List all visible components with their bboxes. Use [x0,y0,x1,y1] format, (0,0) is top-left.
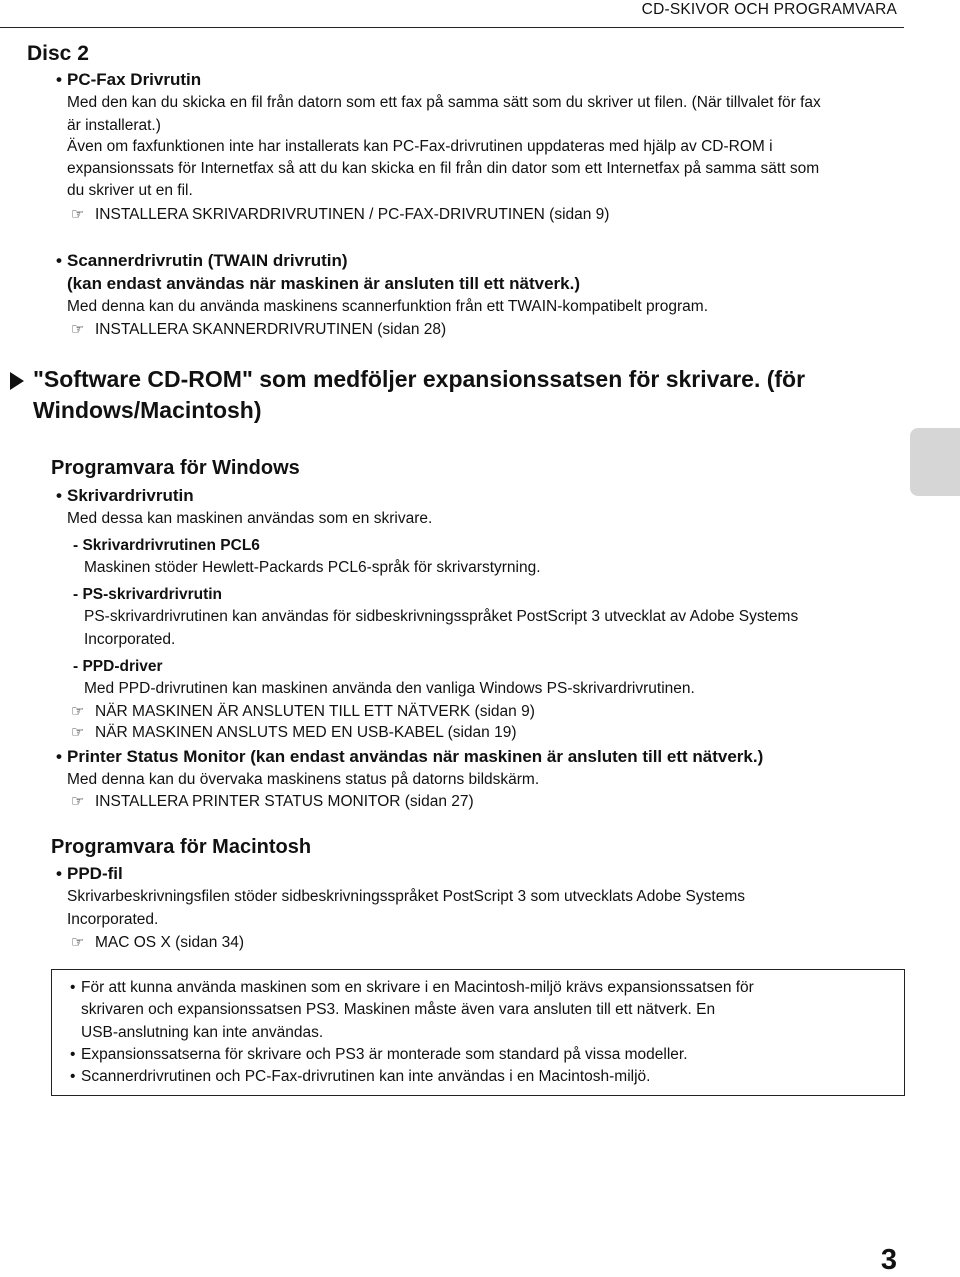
macos-ref-text: MAC OS X (sidan 34) [95,934,245,951]
note-item-1-line2: skrivaren och expansionssatsen PS3. Maskinen måste även vara ansluten till ett nätverk. En [81,1001,716,1018]
pointing-hand-icon: ☞ [71,206,85,223]
pcfax-ref[interactable] [71,205,609,224]
scanner-title: • Scannerdrivrutin (TWAIN drivrutin) [67,251,348,271]
ps-driver-desc-line1: PS-skrivardrivrutinen kan användas för sidbeskrivningsspråket PostScript 3 utvecklat av Adobe Systems [84,608,799,625]
pointing-hand-icon: ☞ [71,934,85,951]
ps-driver-desc-line2: Incorporated. [84,631,176,648]
scanner-ref[interactable] [71,320,446,339]
status-monitor-title: • Printer Status Monitor (kan endast användas när maskinen är ansluten till ett nätverk.) [67,747,763,767]
status-monitor-ref[interactable] [71,792,474,811]
macintosh-heading: Programvara för Macintosh [51,836,312,858]
scanner-ref-text: INSTALLERA SKANNERDRIVRUTINEN (sidan 28) [95,321,447,338]
windows-heading: Programvara för Windows [51,457,300,479]
network-ref-text: NÄR MASKINEN ÄR ANSLUTEN TILL ETT NÄTVERK (sidan 9) [95,703,535,720]
printer-driver-desc: Med dessa kan maskinen användas som en skrivare. [67,510,433,527]
pcl6-title: - Skrivardrivrutinen PCL6 [73,537,260,554]
macos-ref[interactable] [71,933,244,952]
ps-driver-title: - PS-skrivardrivrutin [73,586,223,603]
scanner-desc: Med denna kan du använda maskinens scannerfunktion från ett TWAIN-kompatibelt program. [67,298,709,315]
printer-driver-title: • Skrivardrivrutin [67,486,194,506]
header-rule [0,27,904,28]
pcfax-desc-line4: expansionssats för Internetfax så att du kan skicka en fil från din dator som ett Internetfax på samma sätt som [67,160,820,177]
ppd-file-desc-line1: Skrivarbeskrivningsfilen stöder sidbeskrivningsspråket PostScript 3 som utvecklats Adobe Systems [67,888,745,905]
pointing-hand-icon: ☞ [71,321,85,338]
pcfax-desc-line2: är installerat.) [67,117,161,134]
note-item-2: • Expansionssatserna för skrivare och PS3 är monterade som standard på vissa modeller. [81,1046,688,1064]
pointing-hand-icon: ☞ [71,703,85,720]
running-header: CD-SKIVOR OCH PROGRAMVARA [641,1,897,18]
status-monitor-desc: Med denna kan du övervaka maskinens status på datorns bildskärm. [67,771,540,788]
usb-ref-text: NÄR MASKINEN ANSLUTS MED EN USB-KABEL (sidan 19) [95,724,517,741]
triangle-arrow-icon [10,372,24,390]
disc2-heading: Disc 2 [27,42,89,65]
status-monitor-ref-text: INSTALLERA PRINTER STATUS MONITOR (sidan 27) [95,793,474,810]
chapter-tab [910,428,960,496]
pointing-hand-icon: ☞ [71,724,85,741]
software-cd-heading: "Software CD-ROM" som medföljer expansionssatsen för skrivare. (för Windows/Macintosh) [33,366,806,423]
pcfax-desc-line3: Även om faxfunktionen inte har installerats kan PC-Fax-drivrutinen uppdateras med hjälp av CD-ROM i [67,138,773,155]
pcfax-desc-line1: Med den kan du skicka en fil från datorn som ett fax på samma sätt som du skriver ut filen. (När tillvalet för fax [67,94,821,111]
page-number: 3 [880,1244,897,1276]
pcl6-desc: Maskinen stöder Hewlett-Packards PCL6-språk för skrivarstyrning. [84,559,541,576]
pcfax-title: • PC-Fax Drivrutin [67,70,201,90]
pcfax-desc-line5: du skriver ut en fil. [67,182,193,199]
pointing-hand-icon: ☞ [71,793,85,810]
network-ref[interactable] [71,702,535,721]
pcfax-ref-text: INSTALLERA SKRIVARDRIVRUTINEN / PC-FAX-DRIVRUTINEN (sidan 9) [95,206,610,223]
note-item-3: • Scannerdrivrutinen och PC-Fax-drivrutinen kan inte användas i en Macintosh-miljö. [81,1068,650,1086]
usb-ref[interactable] [71,723,517,742]
note-item-1-line1: • För att kunna använda maskinen som en skrivare i en Macintosh-miljö krävs expansionssatsen för [81,979,754,997]
scanner-subtitle: (kan endast användas när maskinen är ansluten till ett nätverk.) [67,274,581,293]
ppd-driver-title: - PPD-driver [73,658,163,675]
note-item-1-line3: USB-anslutning kan inte användas. [81,1024,324,1041]
ppd-driver-desc: Med PPD-drivrutinen kan maskinen använda den vanliga Windows PS-skrivardrivrutinen. [84,680,695,697]
ppd-file-desc-line2: Incorporated. [67,911,159,928]
ppd-file-title: • PPD-fil [67,864,123,884]
